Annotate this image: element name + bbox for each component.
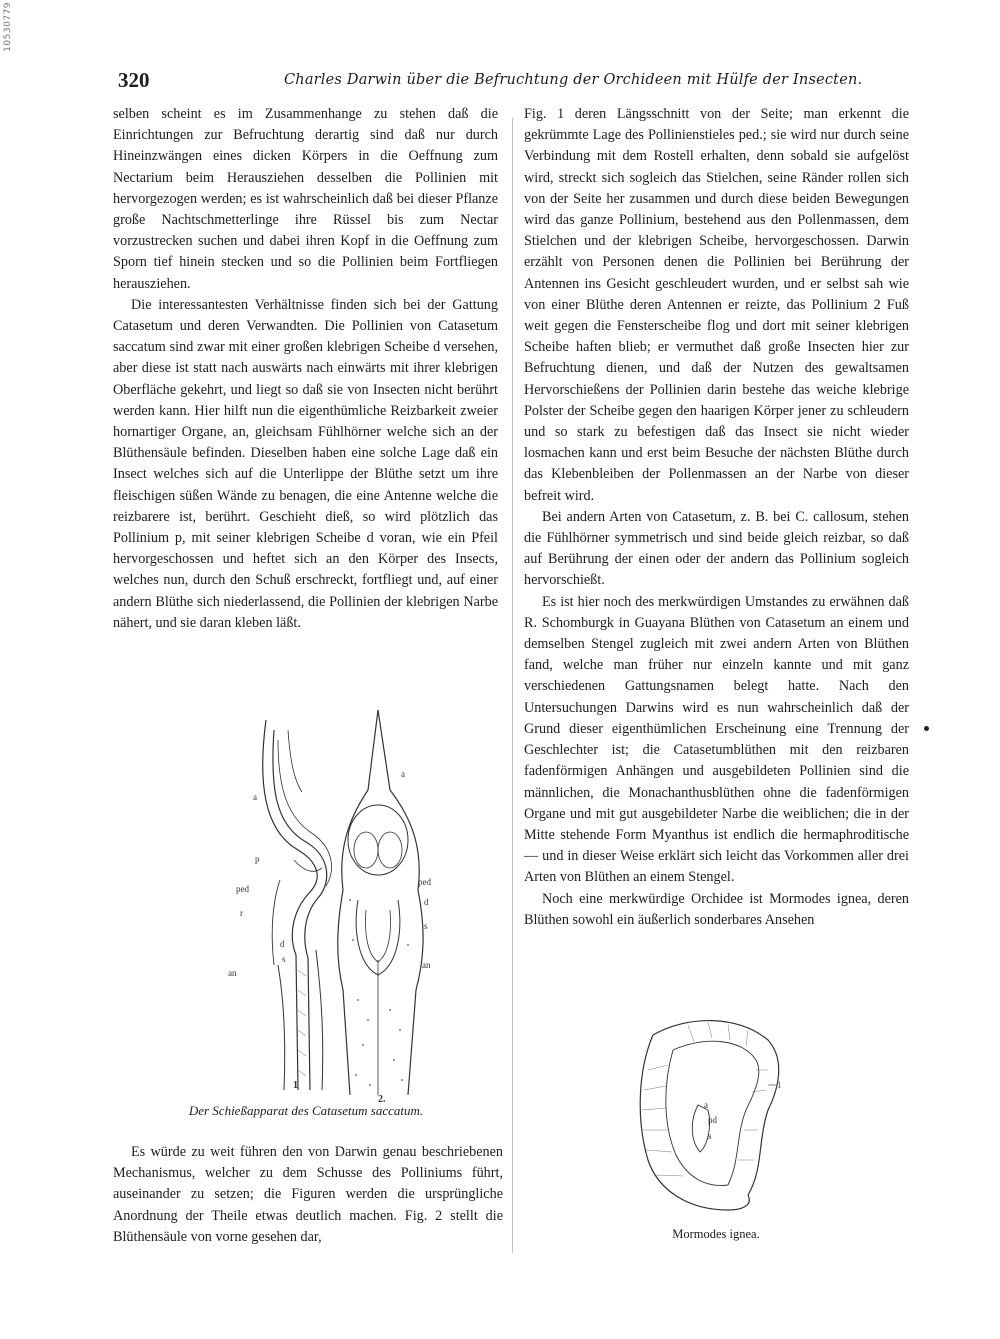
mormodes-label-pd: pd xyxy=(708,1115,717,1125)
fig2-column-drawing xyxy=(338,710,423,1095)
fig1-label-a: a xyxy=(253,792,257,802)
fig1-label-ped: ped xyxy=(236,884,249,894)
margin-mark xyxy=(924,726,929,731)
fig2-label-s: s xyxy=(424,921,428,931)
page-number: 320 xyxy=(118,68,150,92)
fig-number-1: 1 xyxy=(293,1080,298,1091)
paragraph: Es würde zu weit führen den von Darwin genau beschriebenen Mechanismus, welcher zu dem Schusse des Polliniums führt, auseinander zu setzen; die Figuren werden die ursprüngliche Anordnung der Theile etwas deutlich machen. Fig. 2 stellt die Blüthensäule von vorne gesehen dar, xyxy=(113,1144,503,1245)
paragraph: Es ist hier noch des merkwürdigen Umstandes zu erwähnen daß R. Schomburgk in Guayana Blüthen von Catasetum an einem und demselben Stengel zugleich mit zwei andern Arten von Blüthen fand, welche man früher nur einzeln kannte und mit ganz verschiedenen Gattungsnamen belegt hatte. Nach den Untersuchungen Darwins wird es nun wahrscheinlich daß der Grund dieser eigenthümlichen Erscheinung eine Trennung der Geschlechter ist; die Catasetumblüthen mit den reizbaren fadenförmigen Anhängen und ausgebildeten Pollinien sind die männlichen, die Monachanthusblüthen ohne die fadenförmigen Organe und mit gut ausgebildeter Narbe die weiblichen; die in der Mitte stehende Form Myanthus ist endlich die hermaphroditische — und in dieser Weise erklärt sich leicht das Vorkommen aller drei Arten von Blüthen an einem Stengel. xyxy=(524,593,909,886)
fig1-label-p: p xyxy=(255,854,260,864)
fig-number-2: 2. xyxy=(378,1094,386,1105)
paragraph: Die interessantesten Verhältnisse finden sich bei der Gattung Catasetum und deren Verwandten. Die Pollinien von Catasetum saccatum sind zwar mit einer großen klebrigen Scheibe d versehen, aber diese ist statt nach auswärts nach einwärts mit ihrer klebrigen Oberfläche gekehrt, und liegt so daß sie von Insecten nicht berührt werden kann. Hier hilft nun die eigenthümliche Reizbarkeit zweier hornartiger Organe, an, gleichsam Fühlhörner welche sich an der Blüthensäule befinden. Dieselben haben eine solche Lage daß ein Insect welches sich auf die Unterlippe der Blüthe setzt um ihre fleischigen süßen Wände zu benagen, die eine Antenne welche die reizbarere ist, berührt. Geschieht dieß, so wird plötzlich das Pollinium p, mit seiner klebrigen Scheibe d voran, wie ein Pfeil hervorgeschossen und heftet sich an den Körper des Insects, welches nun, durch den Schuß erschreckt, fortfliegt und, auf einer andern Blüthe sich niederlassend, die Pollinien der klebrigen Narbe nähert, und sie daran kleben läßt. xyxy=(113,296,498,631)
fig2-label-ped: ped xyxy=(418,877,431,887)
left-column-bottom xyxy=(113,1142,503,1248)
fig2-label-an: an xyxy=(422,960,431,970)
page-header xyxy=(112,64,863,96)
paragraph: Noch eine merkwürdige Orchidee ist Mormodes ignea, deren Blüthen sowohl ein äußerlich sonderbares Ansehen xyxy=(524,890,909,928)
column-divider xyxy=(512,118,513,1253)
figure-catasetum xyxy=(218,700,468,1105)
fig1-label-r: r xyxy=(240,908,243,918)
mormodes-label-s: s xyxy=(708,1131,712,1141)
mormodes-label-l: l xyxy=(778,1080,781,1090)
fig1-label-d: d xyxy=(280,939,285,949)
figure-mormodes xyxy=(628,1010,798,1215)
fig2-label-a: a xyxy=(401,769,405,779)
mormodes-hatching xyxy=(642,1022,768,1176)
figure-caption: Der Schießapparat des Catasetum saccatum. xyxy=(188,1103,424,1118)
paragraph: Fig. 1 deren Längsschnitt von der Seite; man erkennt die gekrümmte Lage des Pollinienstieles ped.; sie wird nur durch seine Verbindung mit dem Rostell erhalten, denn sobald sie aufgelöst wird, streckt sich sogleich das Stielchen, seine Ränder rollen sich von der Seite her zusammen und durch diese beiden Bewegungen wird das ganze Pollinium, bestehend aus den Pollenmassen, dem Stielchen und der klebrigen Scheibe, hervorgeschossen. Darwin erzählt von Personen denen die Pollinien bei Berührung der Antennen ins Gesicht geschleudert wurden, und er selbst sah wie von einer Blüthe deren Antennen er reizte, das Pollinium 2 Fuß weit gegen die Fensterscheibe flog und dort mit seiner klebrigen Scheibe haften blieb; er vermuthet daß große Insecten hier zur Befruchtung dienen, und daß der Nutzen des gewaltsamen Hervorschießens der Pollinien darin bestehe das weiche klebrige Polster der Scheibe gegen den haarigen Körper jener zu schleudern und so stark zu befestigen daß das Insect sie nicht wieder losmachen kann und erst beim Besuche der nächsten Blüthe durch das Klebenbleiben der Pollenmassen an der Narbe von dieser befreit wird. xyxy=(524,106,909,504)
fig2-label-d: d xyxy=(424,897,429,907)
paragraph: selben scheint es im Zusammenhange zu stehen daß die Einrichtungen zur Befruchtung derartig sind daß nur durch Hineinzwängen eines dicken Körpers in die Oeffnung zum Nectarium beim Herausziehen desselben die Pollinien mit hervorgezogen werden; es ist wahrscheinlich daß bei dieser Pflanze große Nachtschmetterlinge ihre Rüssel bis zum Nectar vorzustrecken suchen und dabei ihren Kopf in die Oeffnung zum Sporn tief hinein stecken und so die Pollinien beim Fortfliegen herausziehen. xyxy=(113,106,498,292)
fig1-label-an: an xyxy=(228,968,237,978)
scan-id: 10530779 xyxy=(3,2,13,52)
left-column xyxy=(113,104,498,634)
fig1-section-drawing xyxy=(263,720,332,1090)
fig1-hatching xyxy=(298,970,306,1076)
fig1-label-s: s xyxy=(282,954,286,964)
paragraph: Bei andern Arten von Catasetum, z. B. bei C. callosum, stehen die Fühlhörner symmetrisch und sind beide gleich reizbar, so daß auf Berührung der einen oder der andern das Pollinium sogleich hervorschießt. xyxy=(524,508,909,589)
mormodes-label-a: a xyxy=(704,1100,708,1110)
right-column xyxy=(524,104,909,931)
figure-caption: Mormodes ignea. xyxy=(672,1227,760,1241)
running-title: Charles Darwin über die Befruchtung der Orchideen mit Hülfe der Insecten. xyxy=(284,72,863,88)
